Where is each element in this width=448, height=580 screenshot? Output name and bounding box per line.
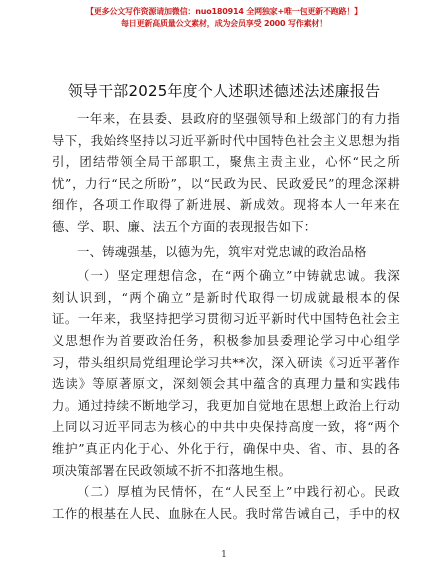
paragraph-line: 习，带头组织局党组理论学习共**次，深入研读《习近平著作 [52,354,400,370]
paragraph-line: 证。一年来，我坚持把学习贯彻习近平新时代中国特色社会主 [52,311,400,327]
paragraph-line: 工作的根基在人民、血脉在人民。我时常告诫自己，手中的权 [52,505,400,521]
paragraph-line: 选读》等原著原文，深刻领会其中蕴含的真理力量和实践伟 [52,376,400,392]
paragraph-line: （一）坚定理想信念，在“两个确立”中铸就忠诚。我深 [77,268,400,284]
paragraph-line: 上同以习近平同志为核心的中共中央保持高度一致，将“两个 [52,419,400,435]
paragraph-line: 一年来，在县委、县政府的坚强领导和上级部门的有力指 [77,111,400,126]
paragraph-line: 义思想作为首要政治任务，积极参加县委理论学习中心组学 [52,332,400,348]
paragraph-line: 忧”，力行“民之所盼”，以“民政为民、民政爱民”的理念深耕 [52,175,400,191]
promo-line-2: 每日更新高质量公文素材，成为会员享受 2000 写作素材！ [120,19,328,28]
document-body [52,108,400,524]
paragraph-line: 德、学、职、廉、法五个方面的表现报告如下： [52,218,317,234]
paragraph-line: 导下，我始终坚持以习近平新时代中国特色社会主义思想为指 [52,132,400,148]
page-number: 1 [221,550,227,560]
paragraph-line: 引，团结带领全局干部职工，聚焦主责主业，心怀“民之所 [52,154,400,170]
promo-banner [0,6,448,30]
paragraph-line: 细作，各项工作取得了新进展、新成效。现将本人一年来在 [52,197,400,213]
paragraph-line: 力。通过持续不断地学习，我更加自觉地在思想上政治上行动 [52,397,400,413]
document-title: 领导干部2025年度个人述职述德述法述廉报告 [67,82,381,100]
paragraph-line: 维护”真正内化于心、外化于行，确保中央、省、市、县的各 [52,440,400,456]
section-heading: 一、铸魂强基，以德为先，筑牢对党忠诚的政治品格 [77,243,367,259]
paragraph-line: （二）厚植为民情怀，在“人民至上”中践行初心。民政 [77,484,400,500]
promo-line-1: 【更多公文写作资源请加微信：nuo180914 全网独家+唯一包更新不跑路！】 [86,7,362,16]
paragraph-line: 项决策部署在民政领域不折不扣落地生根。 [52,462,292,478]
paragraph-line: 刻认识到，“两个确立”是新时代取得一切成就最根本的保 [52,289,400,305]
